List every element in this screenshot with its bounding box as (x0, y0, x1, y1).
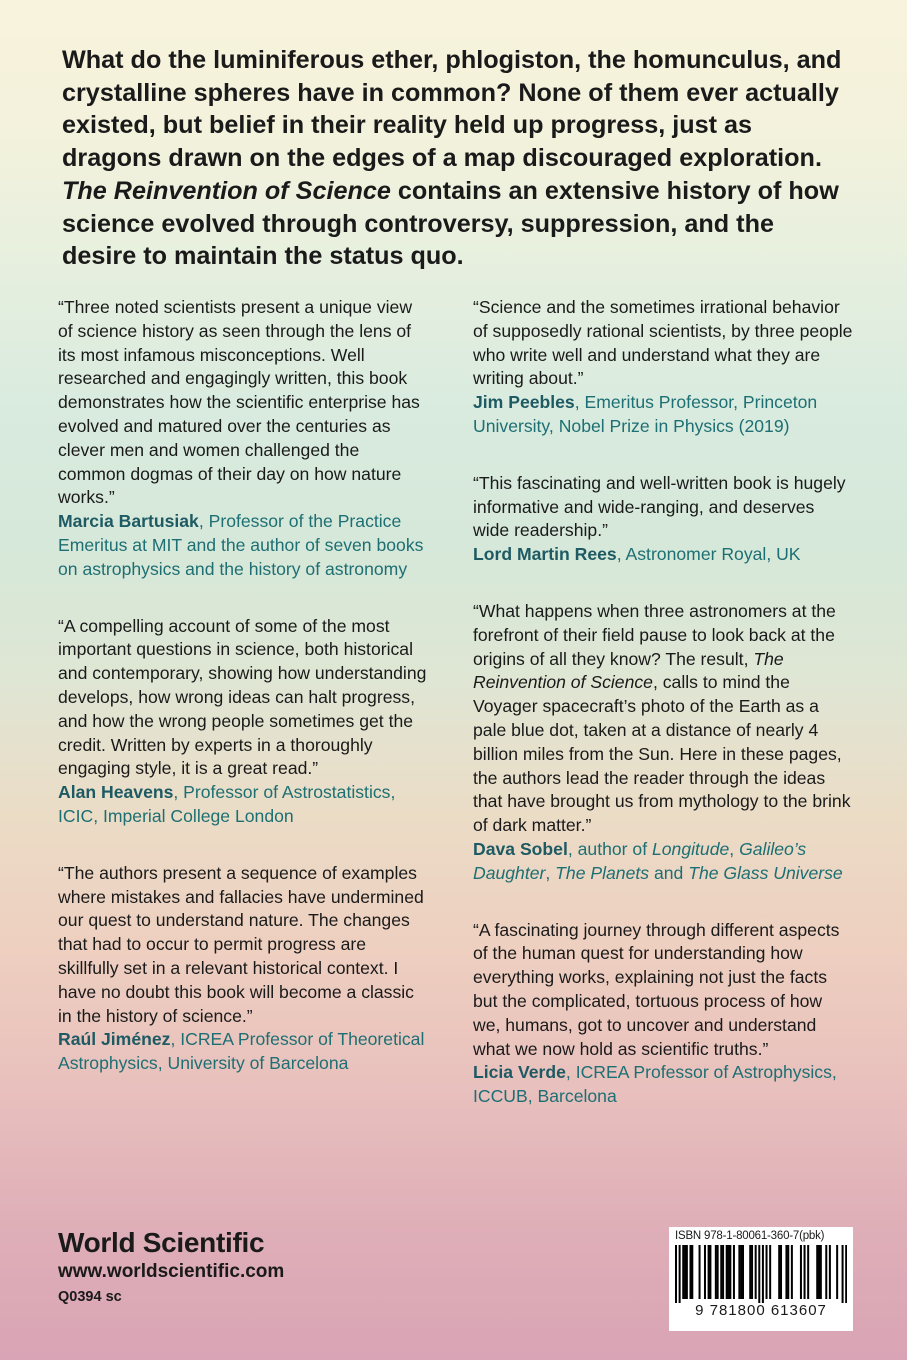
quote-author: Alan Heavens (58, 782, 174, 803)
barcode-bar (715, 1245, 717, 1299)
barcode-bar (842, 1245, 844, 1303)
barcode-bar (689, 1245, 691, 1299)
barcode-bar (709, 1245, 711, 1299)
quote-author-role: , ICREA Professor of Theoretical Astrophysics, University of Barcelona (58, 1029, 425, 1074)
separator: , (729, 838, 740, 859)
barcode-bar (726, 1245, 728, 1299)
quote-book-title: The Reinvention of Science (473, 648, 784, 693)
barcode-digits: 9 781800 613607 (695, 1302, 827, 1319)
left-quotes-column (58, 296, 428, 1109)
barcode-bar (722, 1245, 724, 1299)
quote-text: “Science and the sometimes irrational behavior of supposedly rational scientists, by three people who write well and understand what they are writing about.” (473, 297, 853, 389)
quote-text-after: , calls to mind the Voyager spacecraft’s photo of the Earth as a pale blue dot, taken at a distance of nearly 4 billion miles from the Sun. Here in these pages, the authors lead the reader through the ideas that have brought us from mythology to the brink of dark matter.” (473, 672, 851, 836)
barcode-bar (751, 1245, 753, 1299)
quote-text: “The authors present a sequence of examples where mistakes and fallacies have undermined our quest to understand nature. The changes that had to occur to permit progress are skillfully set in a relevant historical context. I have no doubt this book will become a classic in the history of science.” (58, 862, 424, 1026)
barcode-bar (778, 1245, 780, 1299)
barcode-bar (818, 1245, 820, 1299)
quote-attribution (58, 781, 428, 829)
product-code: Q0394 sc (58, 1289, 122, 1305)
barcode-bar (728, 1245, 730, 1299)
intro-blurb (62, 44, 852, 273)
quote-bartusiak (58, 296, 428, 582)
barcode-bar (675, 1245, 677, 1303)
barcode-bar (766, 1245, 768, 1299)
barcode-bar (791, 1245, 793, 1299)
quote-author: Lord Martin Rees (473, 544, 617, 565)
quote-text: “Three noted scientists present a unique view of science history as seen through the lens of its most infamous misconceptions. Well researched and engagingly written, this book demonstrates how the scientific enterprise has evolved and matured over the centuries as clever men and women challenged the common dogmas of their day on how nature works.” (58, 297, 420, 508)
quote-author: Jim Peebles (473, 392, 575, 413)
barcode-bar (758, 1245, 760, 1303)
quote-attribution (58, 510, 428, 581)
publisher-block (58, 1226, 284, 1308)
barcode-bar (704, 1245, 706, 1299)
barcode-bar (804, 1245, 806, 1299)
quote-jimenez (58, 862, 428, 1076)
quote-peebles (473, 296, 853, 439)
quote-attribution (58, 1028, 428, 1076)
barcode-bar (708, 1245, 710, 1299)
barcode-bar (742, 1245, 744, 1299)
barcode-bar (740, 1245, 742, 1299)
barcode-bar (807, 1245, 809, 1299)
quote-author: Dava Sobel (473, 838, 568, 859)
separator: and (649, 862, 689, 883)
barcode-bars (675, 1245, 847, 1303)
book-longitude: Longitude (651, 838, 730, 859)
quote-author-role: , Professor of Astrostatistics, ICIC, Imperial College London (58, 782, 396, 826)
barcode-bar (699, 1245, 701, 1299)
quote-attribution (473, 391, 853, 439)
quote-rees (473, 472, 853, 567)
barcode-bar (717, 1245, 719, 1299)
quote-author-role: , Professor of the Practice Emeritus at MIT and the author of seven books on astrophysics and the history of astronomy (58, 511, 424, 579)
intro-text-after: contains an extensive history of how science evolved through controversy, suppression, and the desire to maintain the status quo. (62, 176, 839, 271)
quote-text-before: “What happens when three astronomers at the forefront of their field pause to look back at the origins of all they know? The result, (473, 600, 836, 669)
book-galileos-daughter: Galileo’s Daughter (473, 838, 807, 883)
quote-text: “This fascinating and well-written book is hugely informative and wide-ranging, and deserves wide readership.” (473, 472, 846, 541)
barcode-bar (679, 1245, 681, 1303)
quote-attribution (473, 543, 853, 567)
quote-author-role: , author of (567, 838, 652, 859)
quote-author-role: , Emeritus Professor, Princeton University, Nobel Prize in Physics (2019) (473, 392, 818, 436)
publisher-name: World Scientific (58, 1227, 265, 1258)
quote-sobel (473, 600, 853, 886)
quote-author: Licia Verde (473, 1062, 566, 1083)
barcode-bar (785, 1245, 787, 1299)
publisher-url: www.worldscientific.com (58, 1261, 285, 1282)
barcode-bar (691, 1245, 693, 1299)
barcode-bar (787, 1245, 789, 1299)
intro-book-title: The Reinvention of Science (62, 176, 391, 205)
barcode-bar (762, 1245, 764, 1303)
quote-author: Marcia Bartusiak (58, 511, 199, 532)
quote-text: “A compelling account of some of the most important questions in science, both historical and contemporary, showing how understanding develops, how wrong ideas can halt progress, and how the wrong people sometimes get the credit. Written by experts in a thoroughly engaging style, it is a great read.” (58, 615, 427, 779)
quote-text (473, 600, 853, 838)
quote-attribution (473, 1061, 853, 1109)
barcode-bar (820, 1245, 822, 1299)
right-quotes-column (473, 296, 853, 1142)
quote-author: Raúl Jiménez (58, 1029, 171, 1050)
barcode-bar (800, 1245, 802, 1299)
book-the-planets: The Planets (555, 862, 650, 883)
quote-author-role: , ICREA Professor of Astrophysics, ICCUB, Barcelona (473, 1062, 837, 1107)
quote-heavens (58, 615, 428, 829)
barcode-bar (780, 1245, 782, 1299)
barcode-bar (729, 1245, 731, 1299)
barcode-bar (686, 1245, 688, 1299)
isbn-barcode (669, 1227, 853, 1331)
barcode-bar (720, 1245, 722, 1299)
barcode-bar (749, 1245, 751, 1299)
quote-attribution (473, 838, 853, 886)
book-the-glass-universe: The Glass Universe (688, 862, 843, 883)
barcode-bar (733, 1245, 735, 1299)
barcode-bar (769, 1245, 771, 1299)
barcode-bar (755, 1245, 757, 1299)
separator: , (545, 862, 556, 883)
barcode-bar (825, 1245, 827, 1299)
barcode-bar (816, 1245, 818, 1299)
quote-author-role: , Astronomer Royal, UK (616, 544, 801, 565)
isbn-label: ISBN 978-1-80061-360-7(pbk) (675, 1230, 825, 1242)
barcode-bar (845, 1245, 847, 1303)
barcode-bar (738, 1245, 740, 1299)
barcode-bar (682, 1245, 684, 1299)
barcode-bar (836, 1245, 838, 1299)
barcode-bar (829, 1245, 831, 1299)
barcode-bar (684, 1245, 686, 1299)
quote-text: “A fascinating journey through different aspects of the human quest for understanding how everything works, explaining not just the facts but the complicated, tortuous process of how we, humans, got to uncover and understand what we now hold as scientific truths.” (473, 919, 840, 1059)
intro-text-before: What do the luminiferous ether, phlogiston, the homunculus, and crystalline spheres have in common? None of them ever actually existed, but belief in their reality held up progress, just as dragons drawn on the edges of a map discouraged exploration. (62, 46, 842, 173)
quote-verde (473, 919, 853, 1109)
